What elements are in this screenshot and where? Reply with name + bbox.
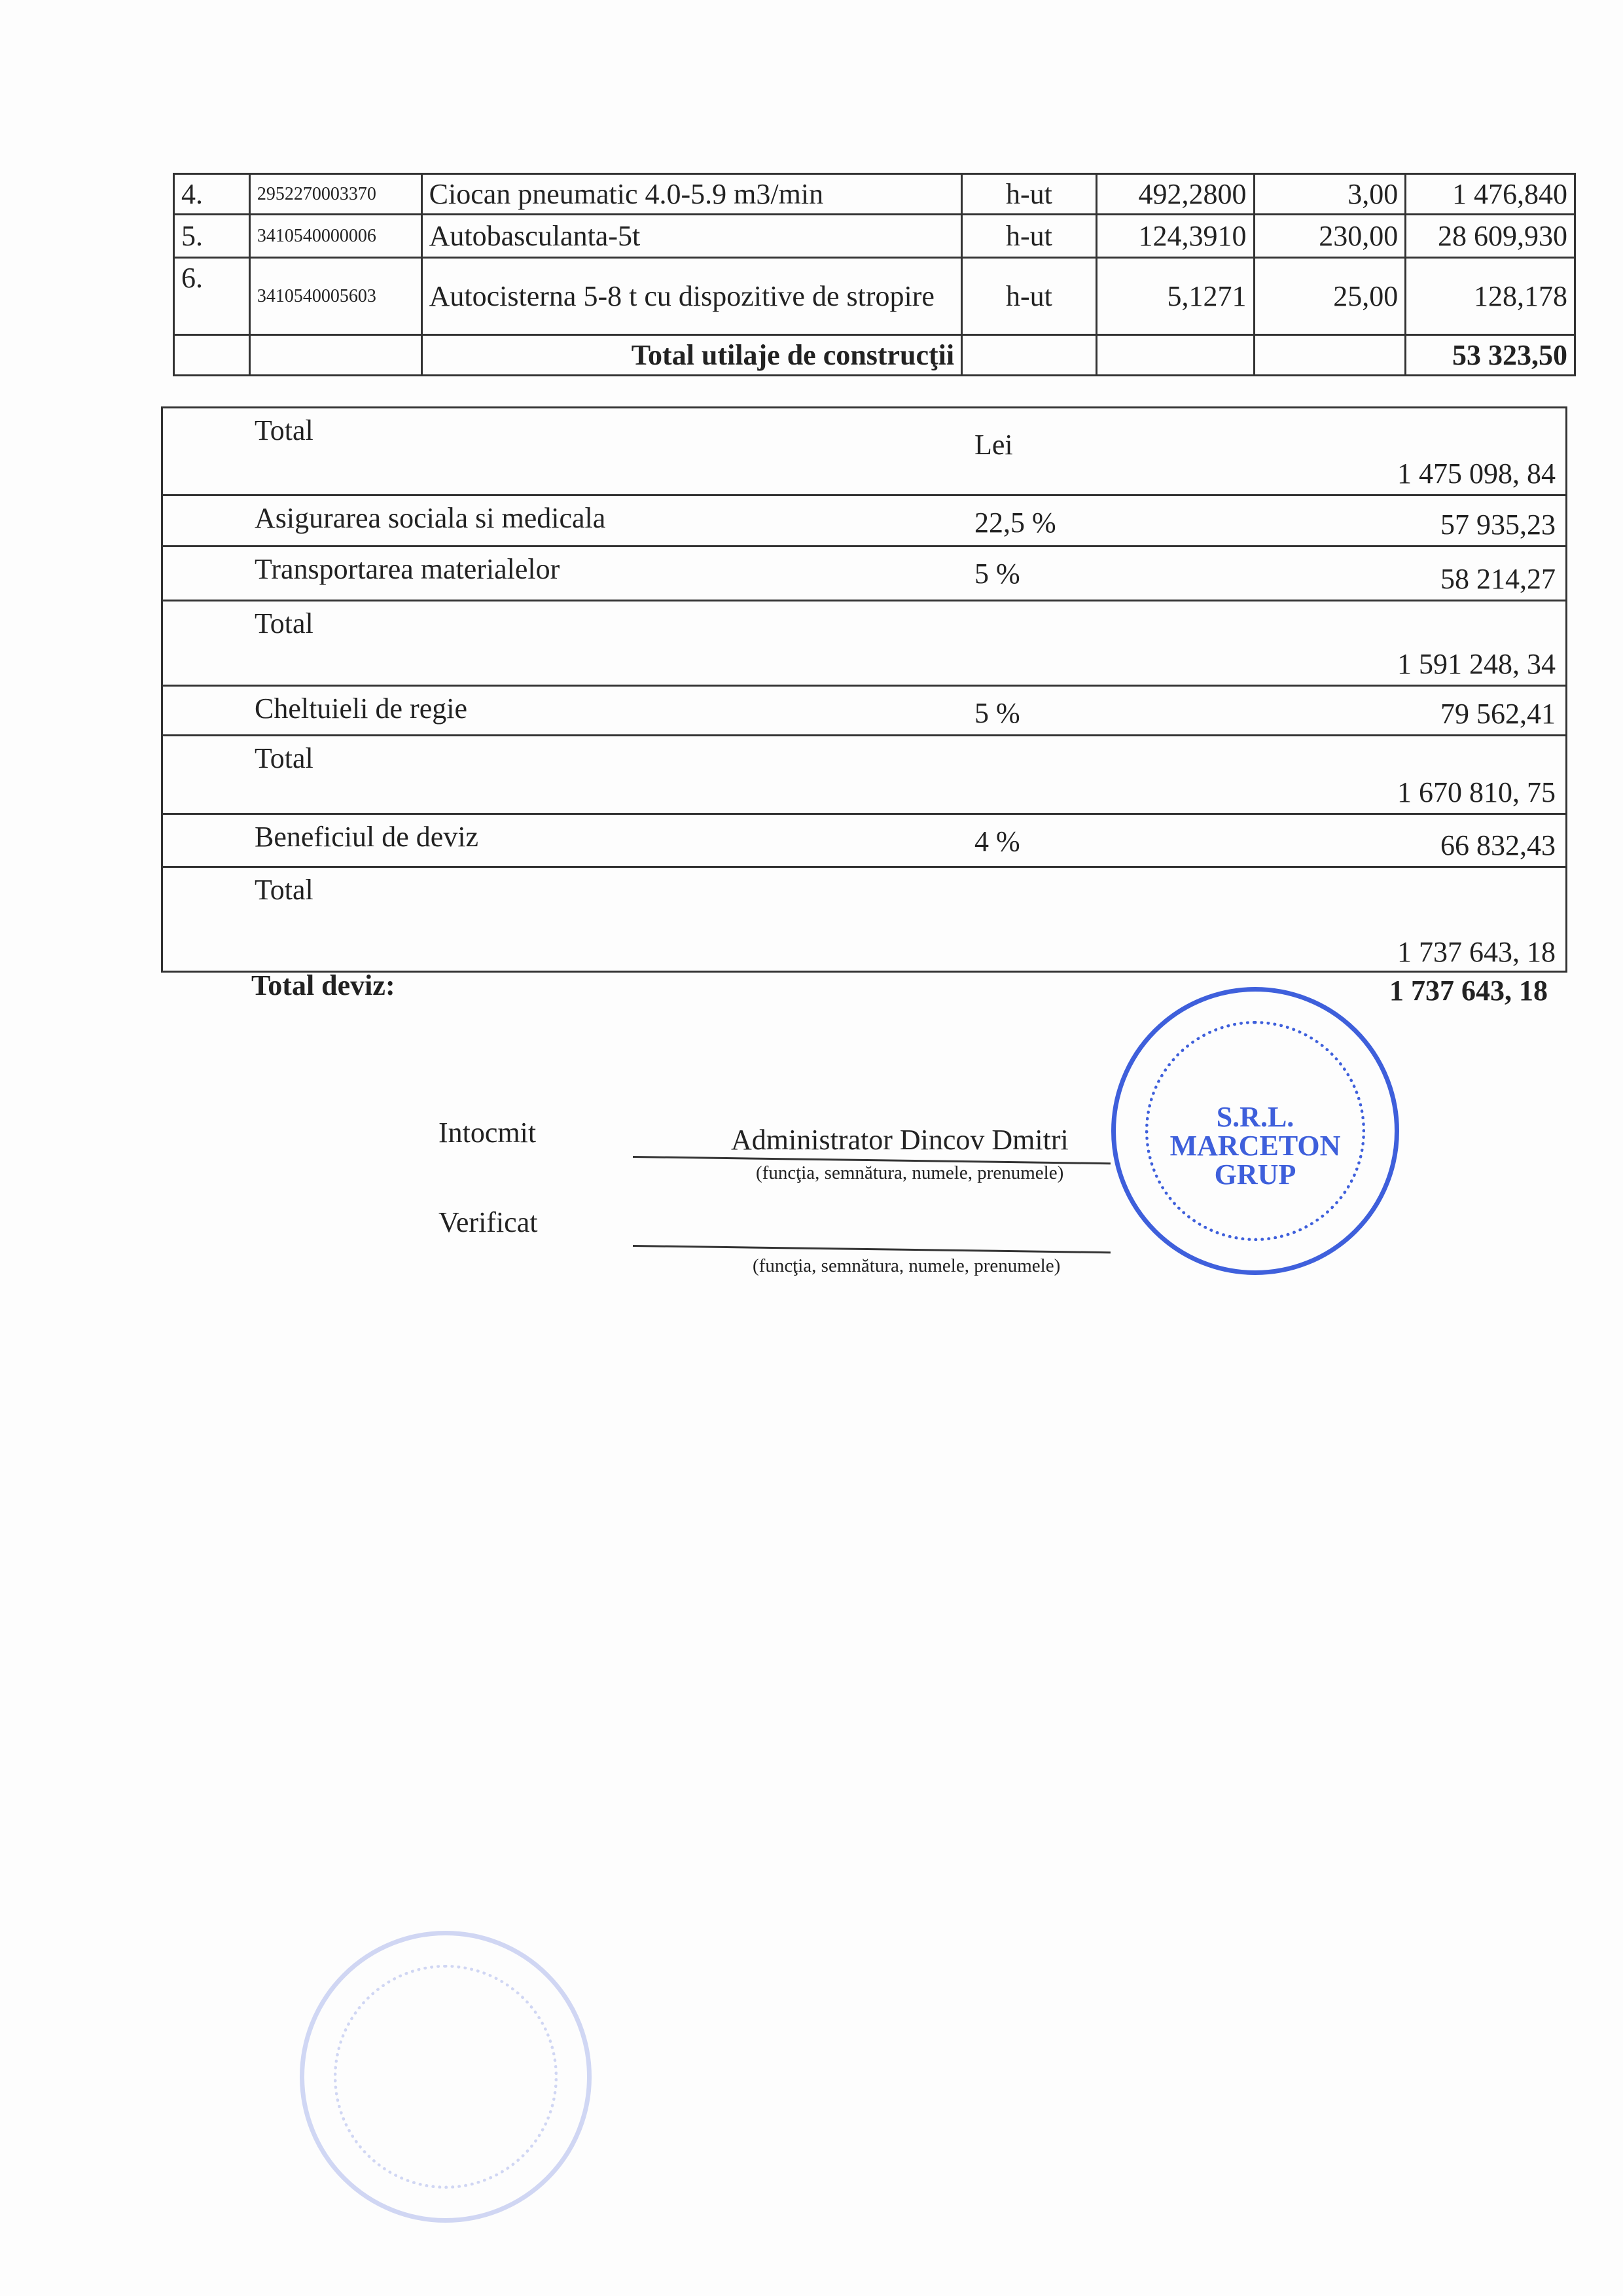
company-stamp: S.R.L. MARCETON GRUP	[1111, 987, 1399, 1275]
resource-code: 3410540005603	[249, 258, 421, 335]
summary-percent: 5 %	[974, 558, 1020, 590]
summary-value: 1 591 248, 34	[1397, 648, 1556, 680]
summary-row	[163, 815, 1565, 868]
empty-cell	[1096, 335, 1254, 376]
verificat-label: Verificat	[438, 1206, 538, 1238]
summary-value: 58 214,27	[1440, 563, 1556, 595]
empty-cell	[1254, 335, 1406, 376]
summary-row	[163, 601, 1565, 687]
unit: h-ut	[962, 258, 1097, 335]
resource-name: Autobasculanta-5t	[421, 215, 961, 258]
quantity: 5,1271	[1096, 258, 1254, 335]
summary-percent: 4 %	[974, 825, 1020, 857]
price: 230,00	[1254, 215, 1406, 258]
signature-caption: (funcţia, semnătura, numele, prenumele)	[756, 1162, 1064, 1183]
summary-row	[163, 547, 1565, 601]
summary-percent: 22,5 %	[974, 507, 1056, 539]
summary-label: Total	[255, 742, 313, 774]
signature-caption: (funcţia, semnătura, numele, prenumele)	[753, 1255, 1061, 1276]
empty-cell	[962, 335, 1097, 376]
summary-percent: 5 %	[974, 697, 1020, 729]
total: 1 476,840	[1406, 174, 1575, 215]
price: 3,00	[1254, 174, 1406, 215]
intocmit-label: Intocmit	[438, 1117, 537, 1149]
summary-table	[161, 406, 1567, 973]
summary-row	[163, 408, 1565, 496]
resource-code: 3410540000006	[249, 215, 421, 258]
faded-stamp-impression	[300, 1931, 592, 2223]
summary-value: 66 832,43	[1440, 829, 1556, 861]
empty-cell	[249, 335, 421, 376]
summary-value: 57 935,23	[1440, 509, 1556, 541]
summary-label: Transportarea materialelor	[255, 553, 560, 585]
unit: h-ut	[962, 215, 1097, 258]
total: 28 609,930	[1406, 215, 1575, 258]
total-label: Total utilaje de construcţii	[421, 335, 961, 376]
summary-row	[163, 868, 1565, 973]
table-row	[174, 215, 1575, 258]
quantity: 492,2800	[1096, 174, 1254, 215]
row-number: 5.	[174, 215, 250, 258]
summary-label: Total	[255, 874, 313, 906]
row-number: 4.	[174, 174, 250, 215]
resource-name: Autocisterna 5-8 t cu dispozitive de stropire	[421, 258, 961, 335]
total-deviz-label: Total deviz:	[251, 969, 395, 1001]
summary-label: Total	[255, 607, 313, 639]
intocmit-name: Administrator Dincov Dmitri	[731, 1124, 1069, 1156]
summary-label: Total	[255, 414, 313, 446]
resource-code: 2952270003370	[249, 174, 421, 215]
total-value: 53 323,50	[1406, 335, 1575, 376]
signature-line	[633, 1245, 1111, 1253]
summary-percent: Lei	[974, 429, 1013, 461]
table-row	[174, 174, 1575, 215]
summary-row	[163, 496, 1565, 547]
total: 128,178	[1406, 258, 1575, 335]
price: 25,00	[1254, 258, 1406, 335]
resource-name: Ciocan pneumatic 4.0-5.9 m3/min	[421, 174, 961, 215]
summary-label: Beneficiul de deviz	[255, 821, 479, 853]
empty-cell	[174, 335, 250, 376]
summary-row	[163, 687, 1565, 736]
table-row	[174, 258, 1575, 335]
summary-value: 79 562,41	[1440, 698, 1556, 730]
summary-label: Cheltuieli de regie	[255, 692, 467, 725]
summary-row	[163, 736, 1565, 815]
equipment-table	[173, 173, 1576, 376]
summary-value: 1 670 810, 75	[1397, 776, 1556, 808]
quantity: 124,3910	[1096, 215, 1254, 258]
row-number: 6.	[174, 258, 250, 335]
total-row	[174, 335, 1575, 376]
summary-label: Asigurarea sociala si medicala	[255, 502, 606, 534]
unit: h-ut	[962, 174, 1097, 215]
summary-value: 1 475 098, 84	[1397, 457, 1556, 490]
summary-value: 1 737 643, 18	[1397, 936, 1556, 968]
total-deviz-value: 1 737 643, 18	[1389, 975, 1548, 1007]
